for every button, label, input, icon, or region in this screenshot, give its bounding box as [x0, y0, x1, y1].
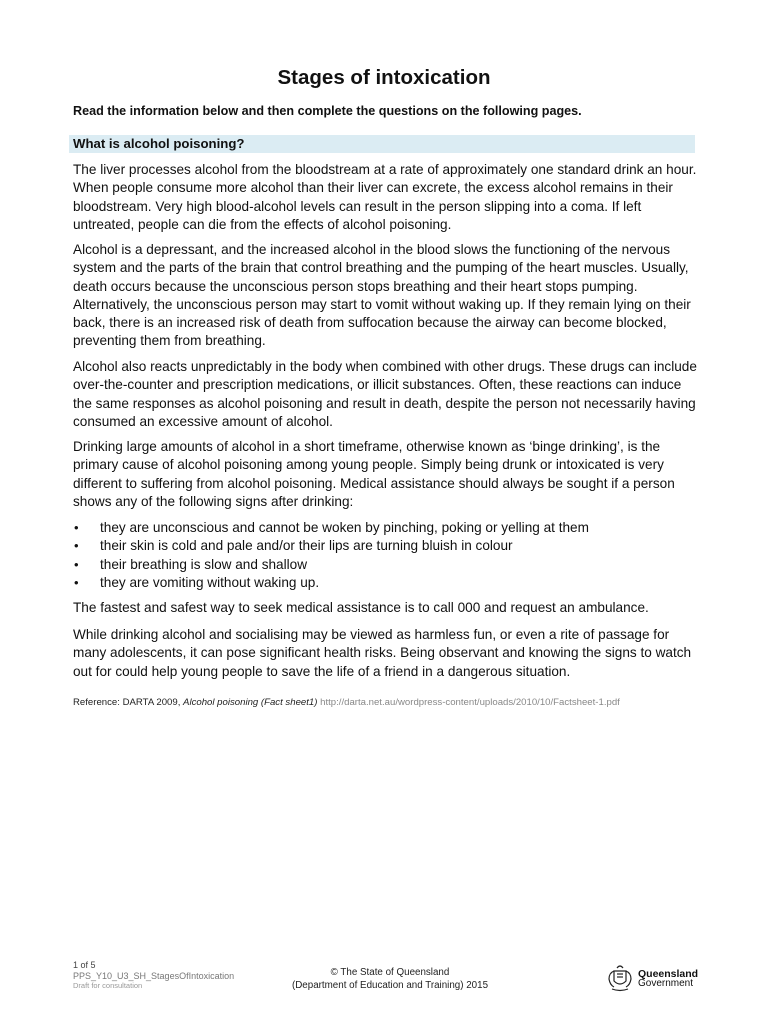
- queensland-government-logo: [606, 963, 699, 993]
- bullet-icon: •: [74, 538, 79, 554]
- reference-prefix: Reference: DARTA 2009,: [73, 697, 184, 708]
- footer-copyright: [250, 967, 530, 992]
- reference-title: Alcohol poisoning (Fact sheet1): [183, 697, 318, 708]
- list-item-text: they are unconscious and cannot be woken by pinching, poking or yelling at them: [100, 520, 589, 535]
- paragraph-socialising: While drinking alcohol and socialising may be viewed as harmless fun, or even a rite of passage for many adolescents, it can pose significant health risks. Being observant and knowing the signs to watch out for could help young people to save the life of a friend in a dangerous situation.: [73, 627, 692, 679]
- list-item-text: their breathing is slow and shallow: [100, 556, 308, 572]
- intro-instruction: Read the information below and then complete the questions on the following pages.: [73, 104, 582, 118]
- list-item-text: they are vomiting without waking up.: [100, 574, 320, 590]
- reference-citation: [73, 697, 713, 708]
- page-title: Stages of intoxication: [277, 66, 491, 89]
- list-item: [73, 556, 697, 574]
- paragraph-depressant: Alcohol is a depressant, and the increased alcohol in the blood slows the functioning of the nervous system and the parts of the brain that control breathing and the pumping of the heart muscles. Usually, death occurs because the unconscious person stops breathing and their heart stops pumping. Alternatively, the unconscious person may start to vomit without waking up. If they remain lying on their back, there is an increased risk of death from suffocation because the airway can become blocked, preventing them from breathing.: [73, 242, 691, 349]
- list-item-text: their skin is cold and pale and/or their lips are turning bluish in colour: [100, 538, 513, 554]
- copyright-line-2: (Department of Education and Training) 2015: [291, 979, 489, 991]
- copyright-line-1: © The State of Queensland: [330, 967, 450, 978]
- file-name: PPS_Y10_U3_SH_StagesOfIntoxication: [73, 970, 235, 981]
- warning-signs-list: [73, 519, 697, 592]
- logo-subtitle: Government: [638, 978, 694, 989]
- paragraph-liver: The liver processes alcohol from the bloodstream at a rate of approximately one standard drink an hour. When people consume more alcohol than their liver can excrete, the excess alcohol remains in their bloodstream. Very high blood-alcohol levels can result in the person slipping into a coma. If left untreated, people can die from the effects of alcohol poisoning.: [73, 162, 697, 232]
- paragraph-binge-drinking: Drinking large amounts of alcohol in a short timeframe, otherwise known as ‘binge drinking’, is the primary cause of alcohol poisoning among young people. Simply being drunk or intoxicated is very different to suffering from alcohol poisoning. Medical assistance should always be sought if a person shows any of the following signs after drinking:: [73, 439, 675, 509]
- section-heading: What is alcohol poisoning?: [69, 135, 695, 153]
- paragraph-other-drugs: Alcohol also reacts unpredictably in the body when combined with other drugs. These drugs can include over-the-counter and prescription medications, or illicit substances. Often, these reactions can induce the same responses as alcohol poisoning and result in death, despite the person not necessarily having consumed an excessive amount of alcohol.: [73, 359, 697, 429]
- paragraph-call-000: The fastest and safest way to seek medical assistance is to call 000 and request an ambulance.: [73, 600, 649, 615]
- logo-name: Queensland: [638, 968, 699, 980]
- draft-label: Draft for consultation: [73, 981, 143, 990]
- bullet-icon: •: [74, 520, 79, 535]
- bullet-icon: •: [74, 556, 79, 572]
- footer-meta: [73, 960, 234, 992]
- reference-url[interactable]: http://darta.net.au/wordpress-content/uploads/2010/10/Factsheet-1.pdf: [320, 697, 620, 708]
- list-item: [73, 574, 697, 592]
- coat-of-arms-icon: [606, 963, 634, 993]
- list-item: [73, 537, 697, 555]
- list-item: [73, 519, 697, 537]
- page-number: 1 of 5: [73, 960, 96, 970]
- bullet-icon: •: [74, 574, 79, 590]
